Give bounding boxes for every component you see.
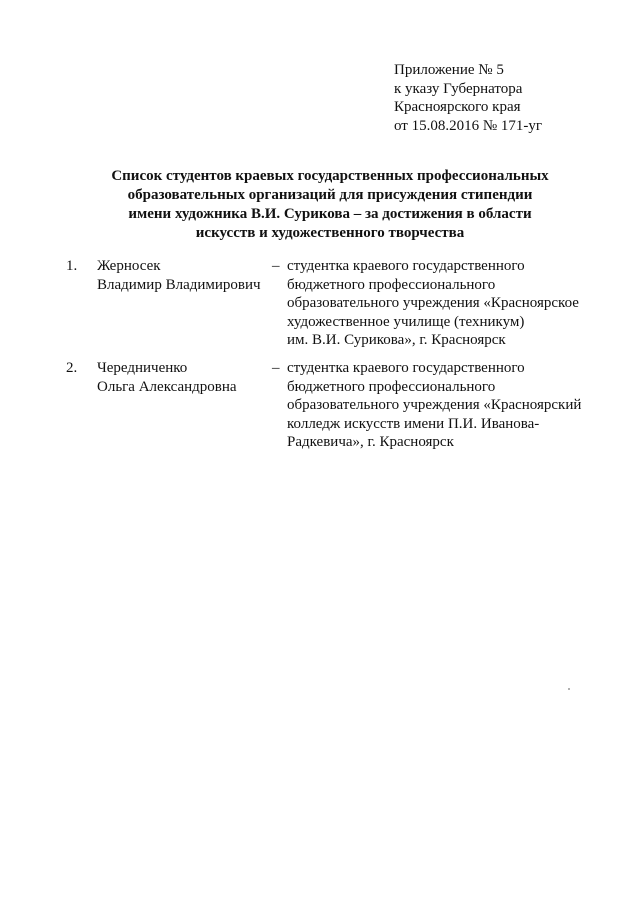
student-description [287,257,607,350]
student-description [287,359,607,452]
appendix-line: к указу Губернатора [394,80,523,97]
description-line: студентка краевого государственного [287,360,525,376]
description-line: студентка краевого государственного [287,258,525,274]
student-given-names: Владимир Владимирович [97,276,261,293]
appendix-line: Приложение № 5 [394,62,504,78]
appendix-reference [394,61,614,135]
title-line: Список студентов краевых государственных профессиональных [111,168,549,184]
description-line: художественное училище (техникум) [287,313,525,330]
description-line: Радкевича», г. Красноярск [287,434,454,451]
description-line: бюджетного профессионального [287,378,496,395]
appendix-line: от 15.08.2016 № 171-уг [394,117,543,134]
title-line: искусств и художественного творчества [195,225,465,241]
description-line: им. В.И. Сурикова», г. Красноярск [287,332,506,349]
student-given-names: Ольга Александровна [97,378,237,395]
student-name [97,359,237,396]
appendix-line: Красноярского края [394,99,521,115]
student-name [97,257,261,294]
scan-speck [568,688,570,690]
title-line: образовательных организаций для присуждения стипендии [127,187,533,203]
entry-dash: – [272,360,280,376]
title-line: имени художника В.И. Сурикова – за достижения в области [128,206,532,222]
description-line: образовательного учреждения «Красноярский [287,397,582,414]
description-line: образовательного учреждения «Красноярское [287,295,579,312]
entry-number: 1. [66,258,78,274]
entry-dash: – [272,258,280,274]
description-line: колледж искусств имени П.И. Иванова- [287,415,540,432]
description-line: бюджетного профессионального [287,276,496,293]
student-surname: Чередниченко [97,360,188,376]
student-surname: Жерносек [97,258,161,274]
document-title [90,167,570,243]
entry-number: 2. [66,360,78,376]
